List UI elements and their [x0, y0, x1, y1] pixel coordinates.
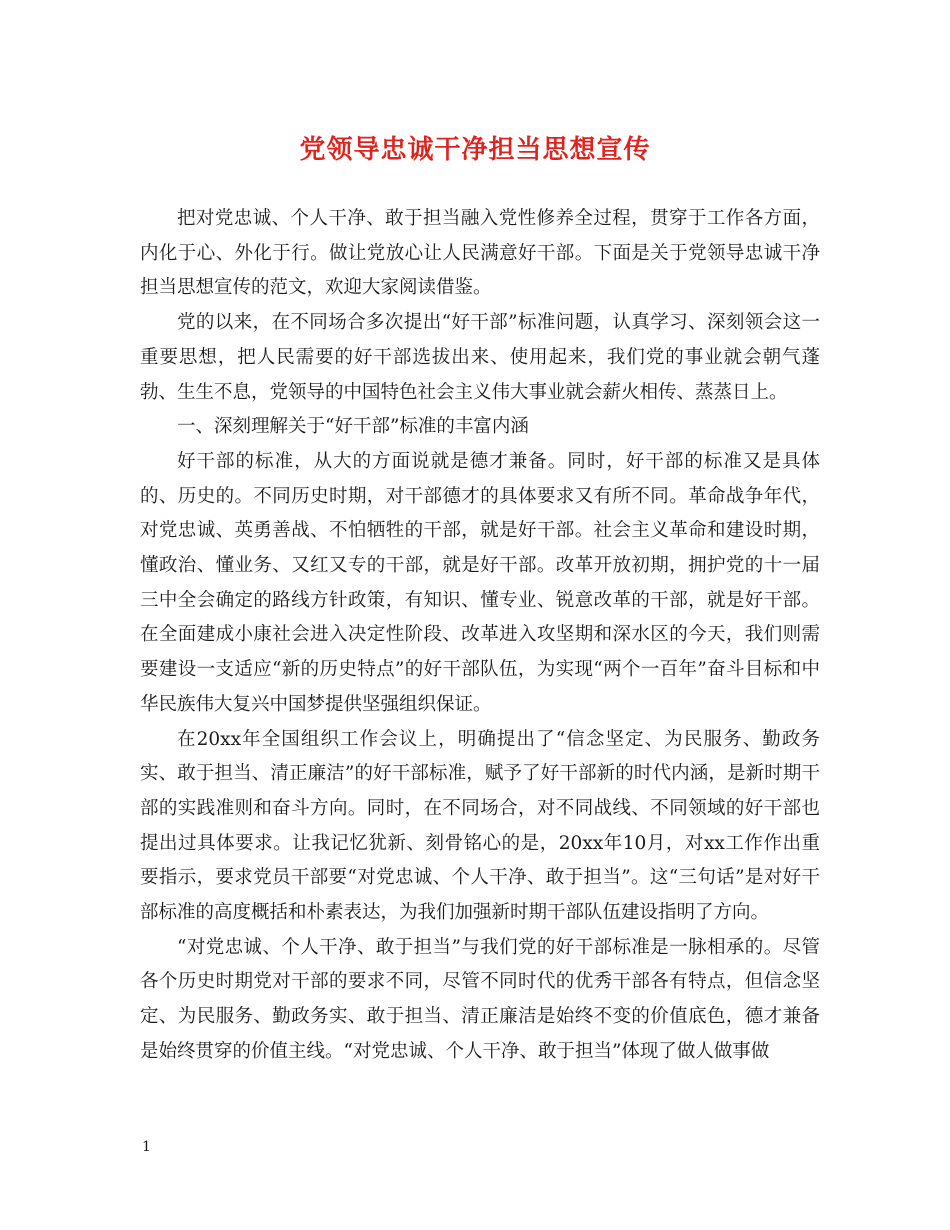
document-body	[140, 202, 820, 1070]
paragraph-intro: 把对党忠诚、个人干净、敢于担当融入党性修养全过程，贯穿于工作各方面，内化于心、外化于行。做让党放心让人民满意好干部。下面是关于党领导忠诚干净担当思想宣传的范文，欢迎大家阅读借鉴。	[140, 208, 820, 299]
page-number: 1	[142, 1139, 151, 1155]
paragraph-background: 党的以来，在不同场合多次提出“好干部”标准问题，认真学习、深刻领会这一重要思想，把人民需要的好干部选拔出来、使用起来，我们党的事业就会朝气蓬勃、生生不息，党领导的中国特色社会主义伟大事业就会薪火相传、蒸蒸日上。	[140, 312, 820, 403]
section-heading-1: 一、深刻理解关于“好干部”标准的丰富内涵	[177, 416, 529, 438]
paragraph-conference: 在20xx年全国组织工作会议上，明确提出了“信念坚定、为民服务、勤政务实、敢于担当、清正廉洁”的好干部标准，赋予了好干部新的时代内涵，是新时期干部的实践准则和奋斗方向。同时，在不同场合，对不同战线、不同领域的好干部也提出过具体要求。让我记忆犹新、刻骨铭心的是，20xx年10月，对xx工作作出重要指示，要求党员干部要“对党忠诚、个人干净、敢于担当”。这“三句话”是对好干部标准的高度概括和朴素表达，为我们加强新时期干部队伍建设指明了方向。	[140, 728, 820, 924]
document-title: 党领导忠诚干净担当思想宣传	[299, 135, 651, 165]
paragraph-standards-history: 好干部的标准，从大的方面说就是德才兼备。同时，好干部的标准又是具体的、历史的。不同历史时期，对干部德才的具体要求又有所不同。革命战争年代，对党忠诚、英勇善战、不怕牺牲的干部，就是好干部。社会主义革命和建设时期，懂政治、懂业务、又红又专的干部，就是好干部。改革开放初期，拥护党的十一届三中全会确定的路线方针政策，有知识、懂专业、锐意改革的干部，就是好干部。在全面建成小康社会进入决定性阶段、改革进入攻坚期和深水区的今天，我们则需要建设一支适应“新的历史特点”的好干部队伍，为实现“两个一百年”奋斗目标和中华民族伟大复兴中国梦提供坚强组织保证。	[140, 450, 820, 715]
paragraph-continuity: “对党忠诚、个人干净、敢于担当”与我们党的好干部标准是一脉相承的。尽管各个历史时期党对干部的要求不同，尽管不同时代的优秀干部各有特点，但信念坚定、为民服务、勤政务实、敢于担当、清正廉洁是始终不变的价值底色，德才兼备是始终贯穿的价值主线。“对党忠诚、个人干净、敢于担当”体现了做人做事做	[140, 936, 820, 1062]
